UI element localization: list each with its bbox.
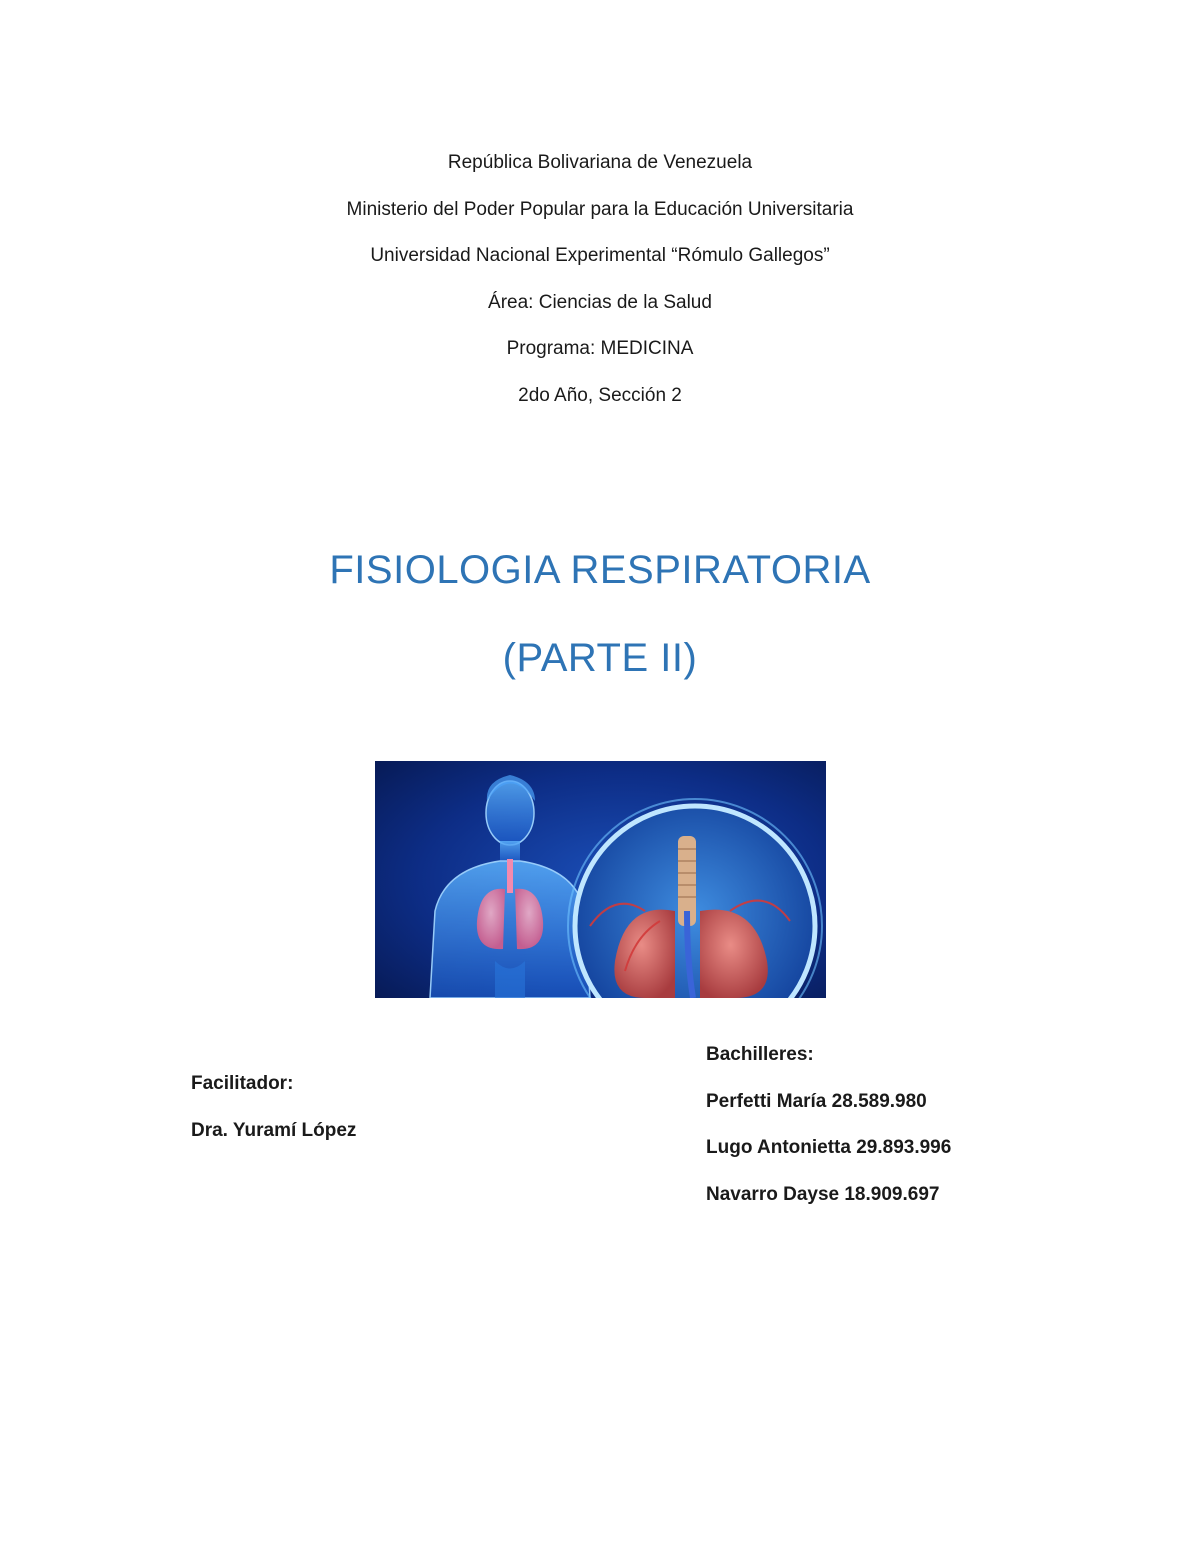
header-line-year-section: 2do Año, Sección 2 [518, 384, 682, 406]
facilitator-block [191, 1061, 356, 1154]
students-label: Bachilleres: [706, 1044, 814, 1065]
header-line-republic: República Bolivariana de Venezuela [447, 152, 753, 173]
header-line-university: Universidad Nacional Experimental “Rómulo Gallegos” [370, 245, 830, 267]
respiratory-system-illustration [375, 761, 826, 998]
header-line-ministry: Ministerio del Poder Popular para la Educación Universitaria [346, 198, 854, 220]
students-block [706, 1032, 951, 1218]
institution-header [0, 140, 1200, 420]
student-name: Lugo Antonietta 29.893.996 [706, 1137, 952, 1159]
document-subtitle: (PARTE II) [502, 636, 698, 680]
header-line-program: Programa: MEDICINA [506, 338, 694, 360]
facilitator-label: Facilitador: [191, 1073, 294, 1094]
header-line-area: Área: Ciencias de la Salud [488, 291, 712, 313]
student-name: Perfetti María 28.589.980 [706, 1090, 927, 1112]
student-name: Navarro Dayse 18.909.697 [706, 1183, 940, 1205]
document-title: FISIOLOGIA RESPIRATORIA [329, 548, 871, 592]
facilitator-name: Dra. Yuramí López [191, 1119, 357, 1141]
